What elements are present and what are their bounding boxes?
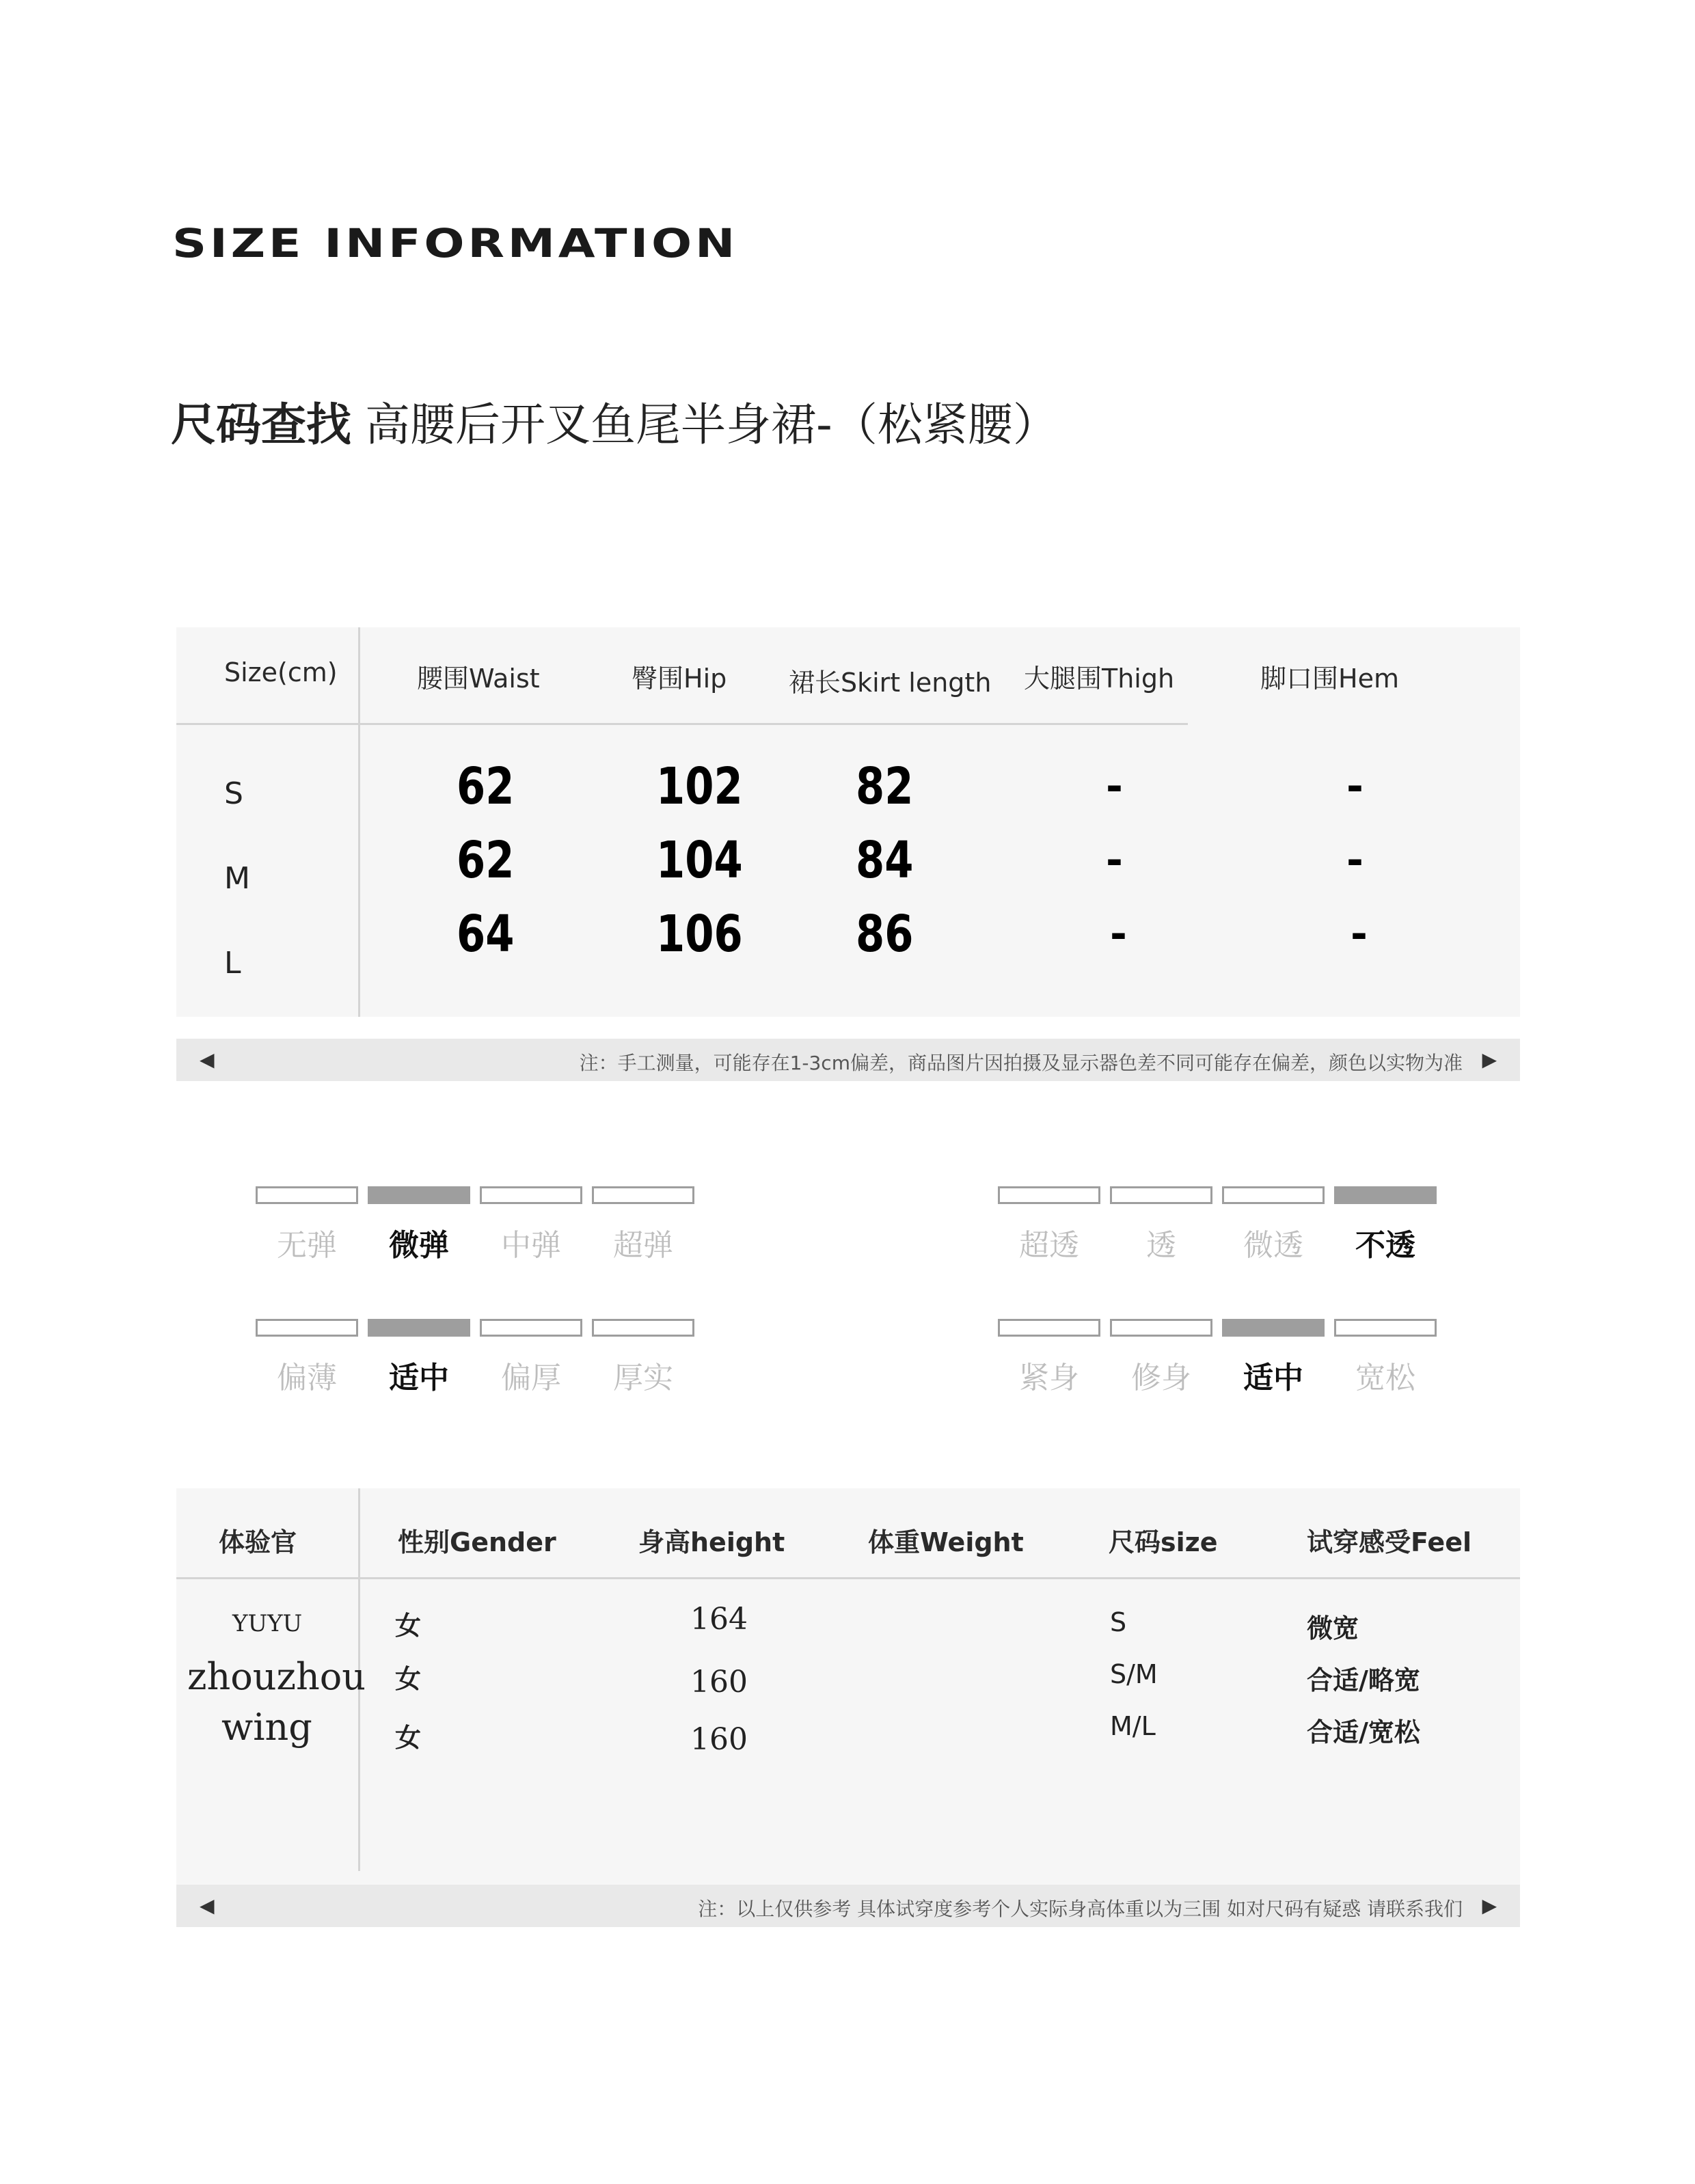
header-hem: 脚口围Hem: [1260, 664, 1399, 694]
tester-gender-3: 女: [395, 1723, 422, 1753]
elasticity-seg-2: [368, 1186, 470, 1204]
cell-thigh-s: -: [1106, 763, 1123, 810]
tester-gender-1: 女: [395, 1611, 422, 1641]
tester-name-1: YUYU: [232, 1610, 303, 1637]
thickness-seg-2: [368, 1319, 470, 1337]
tester-feel-1: 微宽: [1307, 1613, 1359, 1643]
tester-name-2: zhouzhou: [187, 1655, 366, 1698]
fit-seg-2: [1110, 1319, 1212, 1337]
product-title: [171, 388, 1058, 453]
fit-label-4: 宽松: [1355, 1361, 1415, 1395]
tester-size-1: S: [1110, 1607, 1127, 1637]
tester-height-3: 160: [690, 1722, 748, 1757]
cell-hem-m: -: [1346, 836, 1364, 884]
cell-thigh-m: -: [1106, 836, 1123, 884]
header-thigh: 大腿围Thigh: [1024, 664, 1175, 694]
transparency-seg-1: [998, 1186, 1100, 1204]
page-heading: SIZE INFORMATION: [172, 220, 739, 267]
elasticity-label-1: 无弹: [277, 1228, 337, 1263]
cell-hem-l: -: [1351, 910, 1368, 958]
elasticity-seg-3: [480, 1186, 582, 1204]
tester-feel-2: 合适/略宽: [1307, 1665, 1420, 1695]
scroll-right-icon[interactable]: ▶: [1482, 1894, 1497, 1917]
cell-waist-l: 64: [457, 905, 515, 964]
thickness-label-1: 偏薄: [277, 1361, 337, 1395]
cell-hip-m: 104: [656, 831, 743, 890]
header-height: 身高height: [638, 1527, 785, 1557]
elasticity-label-4: 超弹: [613, 1228, 673, 1263]
size-note-bar: [176, 1039, 1520, 1081]
elasticity-seg-1: [256, 1186, 358, 1204]
header-divider: [176, 1577, 1520, 1579]
fit-seg-3: [1222, 1319, 1325, 1337]
transparency-label-3: 微透: [1243, 1228, 1303, 1263]
tester-feel-3: 合适/宽松: [1307, 1717, 1420, 1747]
cell-hip-l: 106: [656, 905, 743, 964]
scroll-left-icon[interactable]: ◀: [200, 1894, 215, 1917]
size-finder-label: 尺码查找: [171, 398, 351, 451]
cell-hem-s: -: [1346, 763, 1364, 810]
header-divider: [176, 723, 1188, 725]
thickness-seg-3: [480, 1319, 582, 1337]
tester-height-1: 164: [690, 1602, 748, 1637]
cell-hip-s: 102: [656, 757, 743, 816]
tester-size-2: S/M: [1110, 1659, 1158, 1689]
tester-note-bar: [176, 1885, 1520, 1927]
tester-size-3: M/L: [1110, 1711, 1156, 1741]
cell-length-l: 86: [856, 905, 914, 964]
transparency-seg-3: [1222, 1186, 1325, 1204]
header-size: 尺码size: [1109, 1527, 1218, 1557]
elasticity-label-2: 微弹: [389, 1228, 449, 1263]
cell-length-s: 82: [856, 757, 914, 816]
thickness-label-4: 厚实: [613, 1361, 673, 1395]
scroll-right-icon[interactable]: ▶: [1482, 1048, 1497, 1071]
cell-thigh-l: -: [1110, 910, 1127, 958]
scroll-left-icon[interactable]: ◀: [200, 1048, 215, 1071]
row-size-m: M: [224, 861, 250, 896]
header-skirt-length: 裙长Skirt length: [789, 668, 992, 698]
tester-name-3: wing: [221, 1706, 312, 1749]
header-hip: 臀围Hip: [632, 664, 727, 694]
thickness-label-3: 偏厚: [501, 1361, 561, 1395]
header-weight: 体重Weight: [868, 1527, 1024, 1557]
fit-seg-4: [1334, 1319, 1437, 1337]
fit-label-3: 适中: [1243, 1361, 1303, 1395]
transparency-label-1: 超透: [1019, 1228, 1079, 1263]
tester-gender-2: 女: [395, 1664, 422, 1694]
header-waist: 腰围Waist: [417, 664, 540, 694]
thickness-seg-1: [256, 1319, 358, 1337]
header-size: Size(cm): [224, 657, 338, 687]
thickness-label-2: 适中: [389, 1361, 449, 1395]
size-table: [176, 627, 1520, 1017]
cell-length-m: 84: [856, 831, 914, 890]
fit-label-1: 紧身: [1019, 1361, 1079, 1395]
row-size-s: S: [224, 776, 243, 811]
tester-table: [176, 1488, 1520, 1892]
cell-waist-m: 62: [457, 831, 515, 890]
product-name: 高腰后开叉鱼尾半身裙-（松紧腰）: [365, 398, 1058, 451]
header-gender: 性别Gender: [398, 1527, 556, 1557]
column-divider: [358, 627, 360, 1017]
transparency-label-4: 不透: [1355, 1228, 1415, 1263]
transparency-seg-2: [1110, 1186, 1212, 1204]
thickness-seg-4: [592, 1319, 694, 1337]
row-size-l: L: [224, 946, 241, 981]
fit-seg-1: [998, 1319, 1100, 1337]
elasticity-label-3: 中弹: [501, 1228, 561, 1263]
elasticity-seg-4: [592, 1186, 694, 1204]
transparency-seg-4: [1334, 1186, 1437, 1204]
header-feel: 试穿感受Feel: [1307, 1527, 1472, 1557]
fit-label-2: 修身: [1131, 1361, 1191, 1395]
size-note-text: 注：手工测量，可能存在1-3cm偏差，商品图片因拍摄及显示器色差不同可能存在偏差，颜色以实物为准: [579, 1052, 1463, 1074]
tester-note-text: 注：以上仅供参考 具体试穿度参考个人实际身高体重以为三围 如对尺码有疑惑 请联系我们: [698, 1898, 1463, 1920]
header-tester: 体验官: [219, 1527, 297, 1557]
transparency-label-2: 透: [1146, 1228, 1176, 1263]
cell-waist-s: 62: [457, 757, 515, 816]
tester-height-2: 160: [690, 1665, 748, 1700]
